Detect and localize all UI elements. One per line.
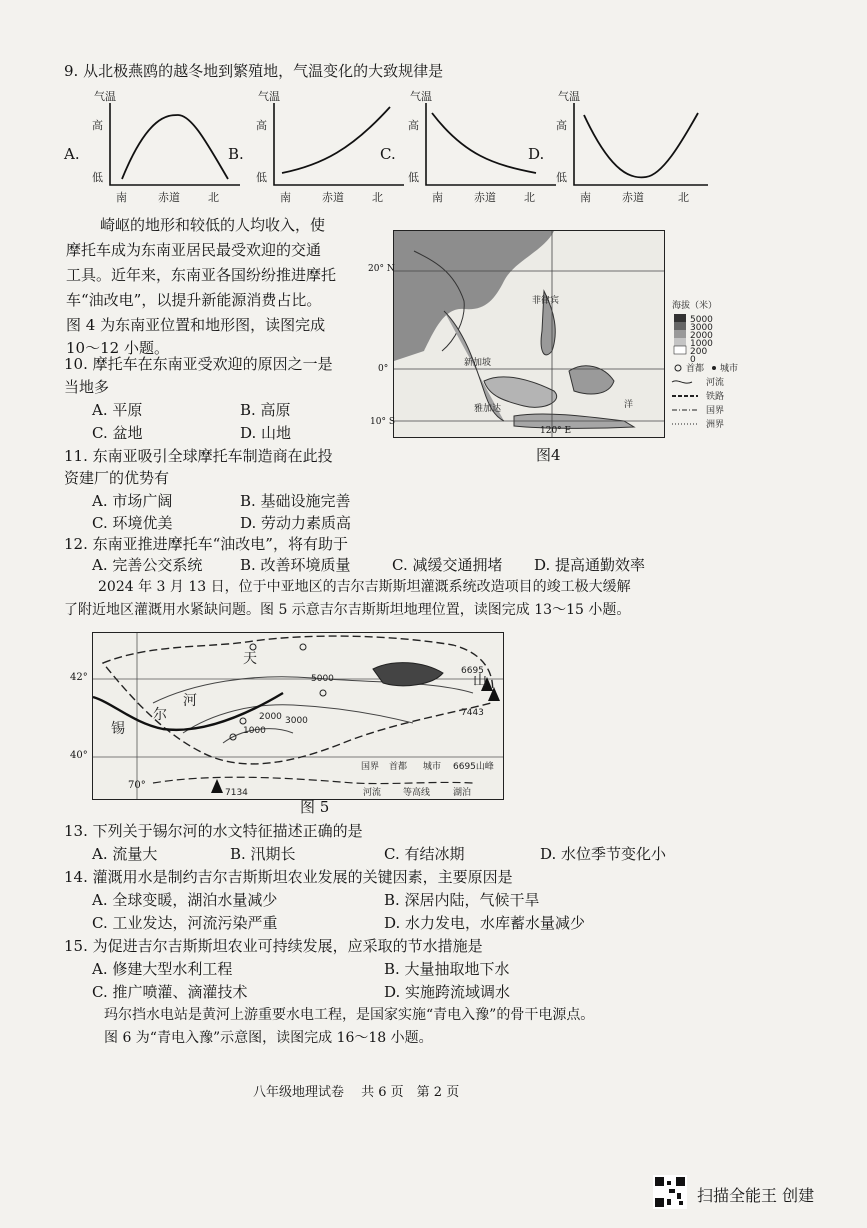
intro10-line: 摩托车成为东南亚居民最受欢迎的交通	[66, 241, 322, 259]
syr-river-label-2: 尔	[153, 707, 167, 723]
x-label-south: 南	[580, 191, 591, 204]
ocean-label: 洋	[624, 400, 634, 410]
peak-7443: 7443	[461, 708, 484, 718]
q15-option-d: D. 实施跨流域调水	[384, 983, 511, 1001]
q11-option-d: D. 劳动力素质高	[240, 514, 352, 532]
contour-label: 3000	[285, 716, 308, 726]
q15-option-c: C. 推广喷灌、滴灌技术	[92, 983, 248, 1001]
intro13-line2: 了附近地区灌溉用水紧缺问题。图 5 示意吉尔吉斯斯坦地理位置，读图完成 13～15 小题。	[64, 602, 631, 618]
q11-stem-cont: 资建厂的优势有	[64, 469, 170, 487]
legend-drawing	[670, 298, 762, 438]
lat-40: 40°	[70, 750, 88, 761]
q10-option-b: B. 高原	[240, 401, 291, 419]
intro10-line: 工具。近年来，东南亚各国纷纷推进摩托	[66, 266, 337, 284]
syr-river-label-3: 河	[183, 693, 197, 709]
x-label-equator: 赤道	[622, 191, 644, 204]
q12-option-d: D. 提高通勤效率	[534, 556, 646, 574]
legend-contour: 等高线	[403, 788, 431, 798]
q14-option-b: B. 深居内陆，气候干旱	[384, 891, 540, 909]
legend-level: 200	[690, 347, 708, 357]
q14-option-d: D. 水力发电，水库蓄水量减少	[384, 914, 586, 932]
y-axis-label: 气温	[94, 90, 116, 103]
legend-continent-border: 洲界	[706, 420, 725, 430]
low-label: 低	[408, 171, 419, 184]
high-label: 高	[408, 119, 419, 132]
y-axis-label: 气温	[558, 90, 580, 103]
intro16-line1: 玛尔挡水电站是黄河上游重要水电工程，是国家实施“青电入豫”的骨干电源点。	[104, 1007, 595, 1023]
option-letter: C.	[380, 145, 396, 163]
intro16-line2: 图 6 为“青电入豫”示意图，读图完成 16～18 小题。	[104, 1030, 433, 1046]
q13-stem: 13. 下列关于锡尔河的水文特征描述正确的是	[64, 822, 363, 840]
q10-stem: 10. 摩托车在东南亚受欢迎的原因之一是	[64, 355, 333, 373]
q10-option-c: C. 盆地	[92, 424, 143, 442]
legend-peak: 6695山峰	[453, 762, 494, 772]
q14-option-a: A. 全球变暖，湖泊水量减少	[92, 891, 278, 909]
intro13-line1: 2024 年 3 月 13 日，位于中亚地区的吉尔吉斯斯坦灌溉系统改造项目的竣工极大缓解	[98, 579, 631, 595]
high-label: 高	[556, 119, 567, 132]
x-label-equator: 赤道	[158, 191, 180, 204]
legend-level: 5000	[690, 315, 713, 325]
southeast-asia-map	[393, 230, 665, 438]
kyrgyzstan-map	[92, 632, 504, 800]
q13-option-c: C. 有结冰期	[384, 845, 465, 863]
q11-option-c: C. 环境优美	[92, 514, 173, 532]
q13-option-b: B. 汛期长	[230, 845, 296, 863]
intro10-line: 崎岖的地形和较低的人均收入，使	[100, 216, 326, 234]
map-drawing	[394, 231, 664, 437]
jakarta-label: 雅加达	[474, 404, 502, 414]
contour-label: 1000	[243, 726, 266, 736]
q12-stem: 12. 东南亚推进摩托车“油改电”，将有助于	[64, 535, 348, 553]
legend-railway: 铁路	[706, 392, 725, 402]
syr-river-label-1: 锡	[111, 721, 125, 737]
tianshan-label-tian: 天	[243, 651, 257, 667]
fig4-caption: 图4	[536, 446, 561, 464]
option-letter: A.	[64, 145, 80, 163]
x-label-south: 南	[280, 191, 291, 204]
low-label: 低	[556, 171, 567, 184]
low-label: 低	[92, 171, 103, 184]
q11-stem: 11. 东南亚吸引全球摩托车制造商在此投	[64, 447, 333, 465]
q10-option-a: A. 平原	[92, 401, 143, 419]
q12-option-c: C. 减缓交通拥堵	[392, 556, 503, 574]
singapore-label: 新加坡	[464, 358, 492, 368]
legend-lake: 湖泊	[453, 788, 472, 798]
legend-border: 国界	[361, 762, 380, 772]
peak-6695: 6695	[461, 666, 484, 676]
philippines-label: 菲律宾	[532, 296, 560, 306]
lat-10s: 10° S	[370, 417, 395, 427]
q14-stem: 14. 灌溉用水是制约吉尔吉斯斯坦农业发展的关键因素，主要原因是	[64, 868, 513, 886]
q14-option-c: C. 工业发达，河流污染严重	[92, 914, 278, 932]
intro10-line: 10～12 小题。	[66, 339, 169, 357]
legend-capital: 首都	[389, 762, 408, 772]
q15-option-a: A. 修建大型水利工程	[92, 960, 233, 978]
legend-river: 河流	[363, 788, 382, 798]
legend-city: 城市	[423, 762, 442, 772]
tianshan-label-shan: 山	[473, 673, 487, 689]
map-drawing	[93, 633, 503, 799]
lon-70: 70°	[128, 780, 146, 791]
legend-level: 1000	[690, 339, 713, 349]
q15-option-b: B. 大量抽取地下水	[384, 960, 510, 978]
low-label: 低	[256, 171, 267, 184]
peak-7134: 7134	[225, 788, 248, 798]
x-label-north: 北	[678, 191, 689, 204]
legend-title: 海拔（米）	[672, 301, 718, 311]
lon-120e: 120° E	[540, 426, 572, 436]
option-letter: B.	[228, 145, 244, 163]
contour-label: 2000	[259, 712, 282, 722]
x-label-south: 南	[432, 191, 443, 204]
fig4-legend	[670, 298, 760, 438]
x-label-south: 南	[116, 191, 127, 204]
page-footer: 八年级地理试卷 共 6 页 第 2 页	[253, 1085, 460, 1100]
q12-option-b: B. 改善环境质量	[240, 556, 351, 574]
q10-option-d: D. 山地	[240, 424, 292, 442]
high-label: 高	[256, 119, 267, 132]
intro10-line: 图 4 为东南亚位置和地形图，读图完成	[66, 316, 326, 334]
fig5-caption: 图 5	[300, 798, 330, 816]
y-axis-label: 气温	[410, 90, 432, 103]
x-label-equator: 赤道	[322, 191, 344, 204]
legend-river: 河流	[706, 378, 725, 388]
q15-stem: 15. 为促进吉尔吉斯斯坦农业可持续发展，应采取的节水措施是	[64, 937, 483, 955]
q13-option-d: D. 水位季节变化小	[540, 845, 667, 863]
legend-border: 国界	[706, 406, 725, 416]
high-label: 高	[92, 119, 103, 132]
x-label-north: 北	[524, 191, 535, 204]
x-label-north: 北	[372, 191, 383, 204]
lat-42: 42°	[70, 672, 88, 683]
legend-city: 城市	[720, 364, 739, 374]
lat-20n: 20° N	[368, 264, 395, 274]
lat-0: 0°	[378, 364, 389, 374]
option-letter: D.	[528, 145, 545, 163]
x-label-equator: 赤道	[474, 191, 496, 204]
y-axis-label: 气温	[258, 90, 280, 103]
qr-code-icon	[653, 1175, 687, 1209]
contour-label: 5000	[311, 674, 334, 684]
q9-stem: 9. 从北极燕鸥的越冬地到繁殖地，气温变化的大致规律是	[64, 62, 444, 80]
temperature-graph-a	[88, 85, 248, 205]
legend-level: 3000	[690, 323, 713, 333]
q12-option-a: A. 完善公交系统	[92, 556, 203, 574]
intro10-line: 车“油改电”，以提升新能源消费占比。	[66, 291, 322, 309]
q11-option-b: B. 基础设施完善	[240, 492, 351, 510]
temperature-graph-d	[552, 85, 717, 205]
q13-option-a: A. 流量大	[92, 845, 158, 863]
scanner-watermark: 扫描全能王 创建	[697, 1186, 815, 1205]
legend-capital: 首都	[686, 364, 705, 374]
q10-stem-cont: 当地多	[64, 378, 110, 396]
q11-option-a: A. 市场广阔	[92, 492, 173, 510]
legend-level: 0	[690, 355, 696, 365]
x-label-north: 北	[208, 191, 219, 204]
legend-level: 2000	[690, 331, 713, 341]
